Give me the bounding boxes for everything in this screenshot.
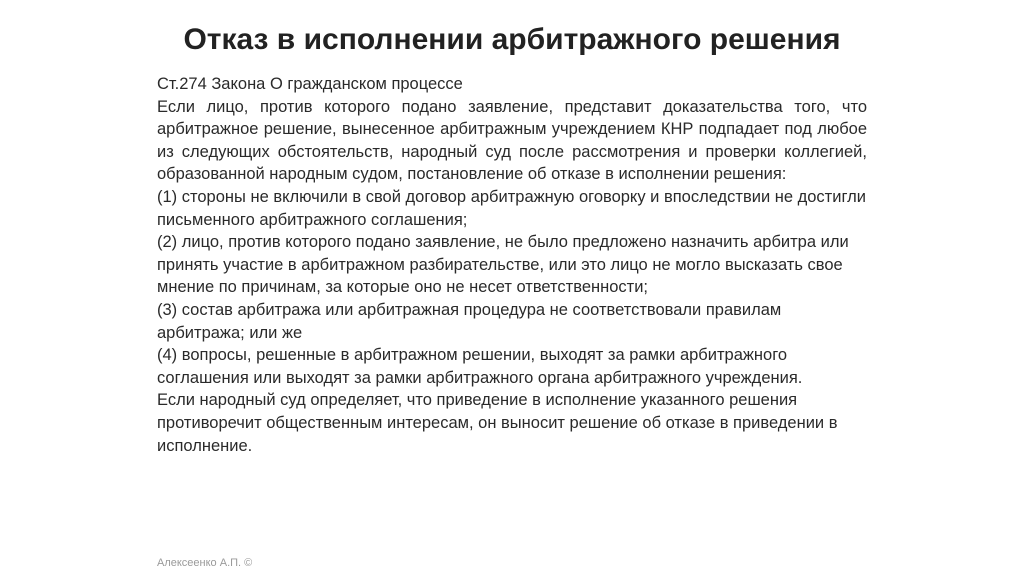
closing-paragraph: Если народный суд определяет, что приведение в исполнение указанного решения противоречит общественным интересам, он выносит решение об отказе в приведении в исполнение.: [157, 391, 838, 455]
list-item-1: (1) стороны не включили в свой договор арбитражную оговорку и впоследствии не достигли письменного арбитражного соглашения;: [157, 187, 866, 229]
list-item-4: (4) вопросы, решенные в арбитражном решении, выходят за рамки арбитражного соглашения или выходят за рамки арбитражного органа арбитражного учреждения.: [157, 346, 803, 387]
list-item-3: (3) состав арбитража или арбитражная процедура не соответствовали правилам арбитража; или же: [157, 300, 782, 342]
footer-author: Алексеенко А.П. ©: [157, 557, 253, 569]
list-item-2: (2) лицо, против которого подано заявление, не было предложено назначить арбитра или принять участие в арбитражном разбирательстве, или это лицо не могло высказать свое мнение по причинам, за которые оно не несет ответственности;: [157, 233, 849, 297]
slide-title: Отказ в исполнении арбитражного решения: [183, 23, 841, 56]
law-heading: Ст.274 Закона О гражданском процессе: [157, 75, 463, 93]
slide-body: [157, 73, 867, 457]
intro-paragraph: Если лицо, против которого подано заявление, представит доказательства того, что арбитражное решение, вынесенное арбитражным учреждением КНР подпадает под любое из следующих обстоятельств, народный суд после рассмотрения и проверки коллегией, образованной народным судом, постановление об отказе в исполнении решения:: [157, 97, 867, 184]
